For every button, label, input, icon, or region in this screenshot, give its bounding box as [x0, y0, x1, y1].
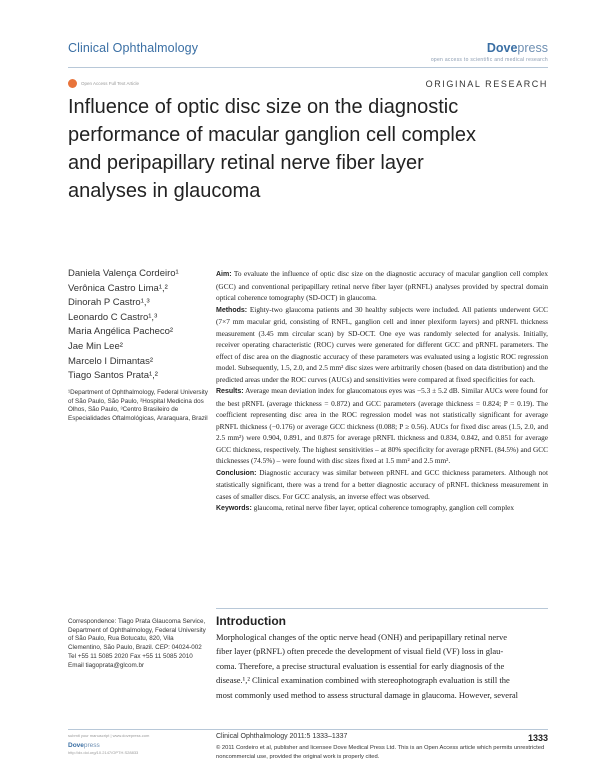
- footer-left: [68, 733, 208, 756]
- article-title: [68, 93, 548, 205]
- open-access-icon: [68, 79, 77, 88]
- article-type: ORIGINAL RESEARCH: [425, 79, 548, 89]
- title-line: performance of macular ganglion cell complex: [68, 124, 476, 146]
- author-list: [68, 267, 179, 384]
- correspondence: Correspondence: Tiago Prata Glaucoma Service, Department of Ophthalmology, Federal University of São Paulo, Rua Botucatu, 820, Vila Clementino, São Paulo, Brazil. CEP: 04024-002 Tel +55 11 5085 2020 Fax +55 11 5085 2010 Email tiagoprata@glcom.br: [68, 618, 206, 669]
- publisher-tagline: open access to scientific and medical research: [430, 57, 548, 63]
- intro-line: disease.¹,² Clinical examination combined with stereophotograph evaluation is still the: [216, 675, 510, 686]
- author: Jae Min Lee²: [68, 340, 123, 352]
- abstract-keywords: Keywords: glaucoma, retinal nerve fiber layer, optical coherence tomography, ganglion cell complex: [216, 503, 515, 512]
- introduction-text: [216, 630, 548, 702]
- title-line: and peripapillary retinal nerve fiber layer: [68, 152, 424, 174]
- title-line: Influence of optic disc size on the diagnostic: [68, 96, 459, 118]
- author: Daniela Valença Cordeiro¹: [68, 268, 179, 279]
- abstract-results: Results: Average mean deviation index for glaucomatous eyes was −5.3 ± 5.2 dB. Similar AUCs were found for the best pRNFL (average thickness = 0.872) and GCC parameters (average thickness = 0.824; P = 0.19). The coefficient representing disc area in the ROC regression model was not statistically significant for average pRNFL thickness (−0.176) or average GCC thickness (0.088; P ≥ 0.56). AUCs for fixed disc areas (1.5, 2.0, and 2.5 mm²) were 0.904, 0.891, and 0.875 for average pRNFL thickness and 0.834, 0.842, and 0.851 for average GCC thickness, respectively. The highest sensitivities – at 80% specificity for average pRNFL (84.5%) and GCC thicknesses (74.5%) – were found with disc sizes fixed at 1.5 mm² and 2.5 mm².: [216, 386, 548, 465]
- author: Verônica Castro Lima¹,²: [68, 282, 168, 294]
- section-heading: Introduction: [216, 614, 286, 628]
- author: Tiago Santos Prata¹,²: [68, 370, 158, 382]
- copyright: © 2011 Cordeiro et al, publisher and licensee Dove Medical Press Ltd. This is an Open Access article which permits unrestricted noncommercial use, provided the original work is properly cited.: [216, 745, 545, 760]
- abstract: [216, 268, 548, 515]
- abstract-conclusion: Conclusion: Diagnostic accuracy was similar between pRNFL and GCC thickness parameters. Although not statistically significant, there was a trend for a better diagnostic accuracy of pRNFL thickness measurement in cases of smaller discs. For GCC analysis, an inverse effect was observed.: [216, 467, 548, 501]
- author: Maria Angélica Pacheco²: [68, 326, 174, 338]
- intro-divider: [216, 608, 548, 609]
- submit-link[interactable]: submit your manuscript | www.dovepress.com: [68, 733, 150, 738]
- footer-publisher-logo: Dovepress: [68, 741, 100, 749]
- intro-line: most commonly used method to assess structural damage in glaucoma. However, several: [216, 689, 519, 700]
- author: Marcelo I Dimantas²: [68, 355, 153, 367]
- publisher-bold: Dove: [486, 41, 518, 55]
- citation: Clinical Ophthalmology 2011:5 1333–1337: [216, 733, 348, 740]
- doi-link[interactable]: http://dx.doi.org/10.2147/OPTH.S28833: [68, 750, 139, 755]
- publisher-rest: press: [517, 41, 548, 55]
- author: Leonardo C Castro¹,³: [68, 311, 158, 323]
- publisher-logo: [487, 41, 548, 55]
- footer-divider: [68, 729, 548, 730]
- abstract-methods: Methods: Eighty-two glaucoma patients and 30 healthy subjects were included. All patients underwent GCC (7×7 mm macular grid, consisting of RNFL, ganglion cell and inner plexiform layers) and pRNFL thickness measurement (3.45 mm circular scan) by SD-OCT. One eye was randomly selected for analysis. Initially, receiver operating characteristic (ROC) curves were generated for different GCC and pRNFL parameters. The effect of disc area on the diagnostic accuracy of these parameters was evaluated using a logistic ROC regression model. Subsequently, 1.5, 2.0, and 2.5 mm² disc sizes were arbitrarily chosen (based on data distribution) and the predicted areas under the ROC curves (AUCs) and sensitivities were compared at fixed specificities for each.: [216, 304, 548, 384]
- intro-line: Morphological changes of the optic nerve head (ONH) and peripapillary retinal nerve: [216, 632, 508, 642]
- abstract-aim: Aim: To evaluate the influence of optic disc size on the diagnostic accuracy of macular ganglion cell complex (GCC) and conventional peripapillary retinal nerve fiber layer (pRNFL) analyses provided by spectral domain optical coherence tomography (SD-OCT) in glaucoma.: [216, 269, 548, 302]
- author: Dinorah P Castro¹,³: [68, 297, 150, 309]
- intro-line: fiber layer (pRNFL) often precede the development of visual field (VF) loss in glau-: [216, 646, 504, 657]
- intro-line: coma. Therefore, a precise structural evaluation is essential for early diagnosis of the: [216, 660, 505, 671]
- affiliations: ¹Department of Ophthalmology, Federal University of São Paulo, São Paulo, ²Hospital Medicina dos Olhos, São Paulo, ³Centro Brasileiro de Especialidades Oftalmológicas, Araraquara, Brazil: [68, 389, 208, 423]
- page-number: 1333: [527, 733, 548, 743]
- journal-name: Clinical Ophthalmology: [68, 41, 199, 55]
- header-divider: [68, 67, 548, 68]
- title-line: analyses in glaucoma: [68, 180, 261, 202]
- open-access-label: Open Access Full Text Article: [81, 81, 139, 86]
